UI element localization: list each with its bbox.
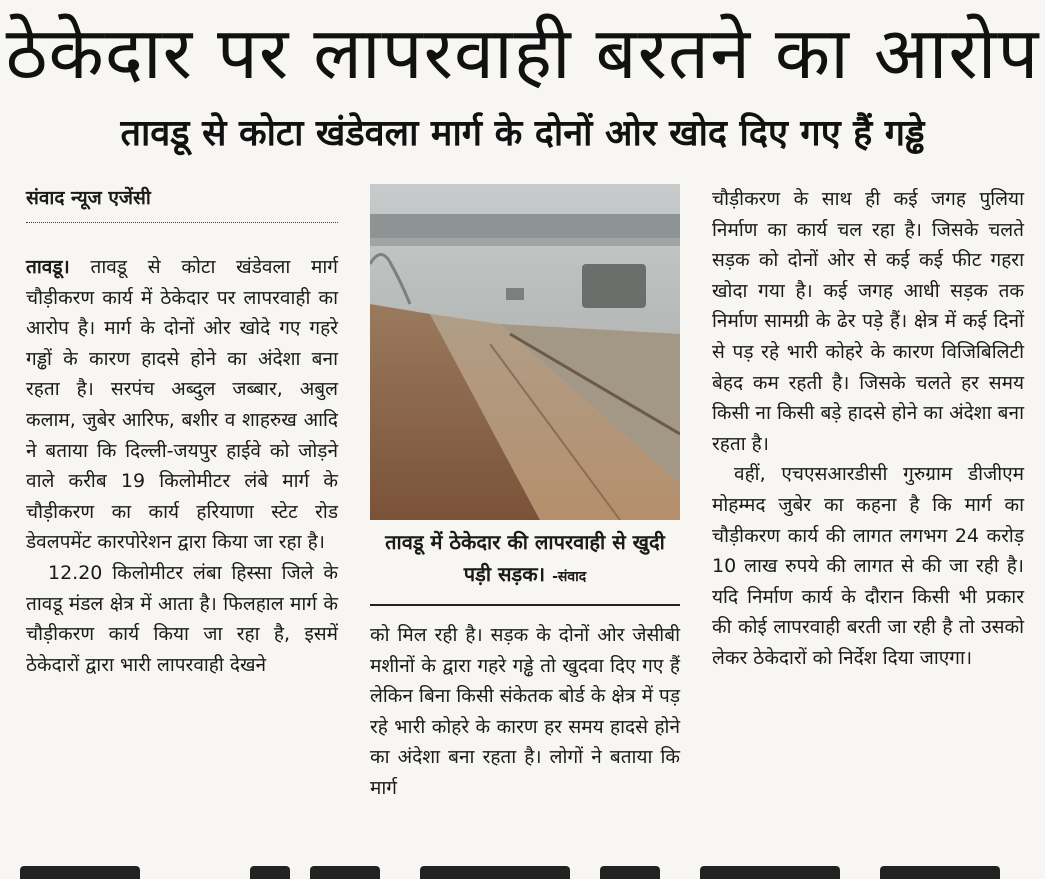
- subheadline: तावडू से कोटा खंडेवला मार्ग के दोनों ओर खोद दिए गए हैं गड्ढे: [120, 113, 925, 154]
- news-photo: [370, 184, 680, 520]
- photo-credit: -संवाद: [552, 569, 587, 585]
- dateline: तावडू।: [26, 256, 70, 278]
- column3-paragraph-2: वहीं, एचएसआरडीसी गुरुग्राम डीजीएम मोहम्मद जुबेर का कहना है कि मार्ग का चौड़ीकरण कार्य की लागत लगभग 24 करोड़ 10 लाख रुपये की लागत से की जा रही है। यदि निर्माण कार्य के दौरान किसी भी प्रकार की कोई लापरवाही बरती जा रही है तो उसको लेकर ठेकेदारों को निर्देश दिया जाएगा।: [712, 463, 1024, 669]
- headline: ठेकेदार पर लापरवाही बरतने का आरोप: [5, 11, 1040, 95]
- column1-paragraph-2: 12.20 किलोमीटर लंबा हिस्सा जिले के तावडू मंडल क्षेत्र में आता है। फिलहाल मार्ग के चौड़ीकरण कार्य किया जा रहा है, इसमें ठेकेदारों द्वारा भारी लापरवाही देखने: [26, 561, 338, 676]
- column3-paragraph-1: चौड़ीकरण के साथ ही कई जगह पुलिया निर्माण का कार्य चल रहा है। जिसके चलते सड़क को दोनों ओर से कई कई फीट गहरा खोदा गया है। कई जगह आधी सड़क तक निर्माण सामग्री के ढेर पड़े हैं। क्षेत्र में कई दिनों से पड़ रहे भारी कोहरे के कारण विजिबिलिटी बेहद कम रहती है। जिसके चलते हर समय किसी ना किसी बड़े हादसे होने का अंदेशा बना रहता है।: [712, 188, 1024, 455]
- photo-caption-text: तावडू में ठेकेदार की लापरवाही से खुदी पड़ी सड़क।: [385, 530, 665, 586]
- caption-divider: [370, 604, 680, 606]
- article-column-2: [370, 620, 680, 804]
- next-article-cutoff: [0, 858, 1045, 879]
- column2-paragraph-1: को मिल रही है। सड़क के दोनों ओर जेसीबी मशीनों के द्वारा गहरे गड्ढे तो खुदवा दिए गए हैं लेकिन बिना किसी संकेतक बोर्ड के क्षेत्र में पड़ रहे भारी कोहरे के कारण हर समय हादसे होने का अंदेशा बना रहता है। लोगों ने बताया कि मार्ग: [370, 624, 680, 799]
- road-photo-illustration: [370, 184, 680, 520]
- photo-caption: [370, 526, 680, 593]
- article-column-1: [26, 252, 338, 680]
- byline-divider: [26, 222, 338, 223]
- article-column-3: [712, 184, 1024, 674]
- column1-paragraph-1: [26, 252, 338, 558]
- byline: संवाद न्यूज एजेंसी: [26, 187, 151, 209]
- column1-paragraph-1-text: तावडू से कोटा खंडेवला मार्ग चौड़ीकरण कार्य में ठेकेदार पर लापरवाही का आरोप है। मार्ग के दोनों ओर खोदे गए गहरे गड्ढों के कारण हादसे होने का अंदेशा बना रहता है। सरपंच अब्दुल जब्बार, अबुल कलाम, जुबेर आरिफ, बशीर व शाहरुख आदि ने बताया कि दिल्ली-जयपुर हाईवे को जोड़ने वाले करीब 19 किलोमीटर लंबे मार्ग के चौड़ीकरण का कार्य हरियाणा स्टेट रोड डेवलपमेंट कारपोरेशन द्वारा किया जा रहा है।: [26, 256, 339, 554]
